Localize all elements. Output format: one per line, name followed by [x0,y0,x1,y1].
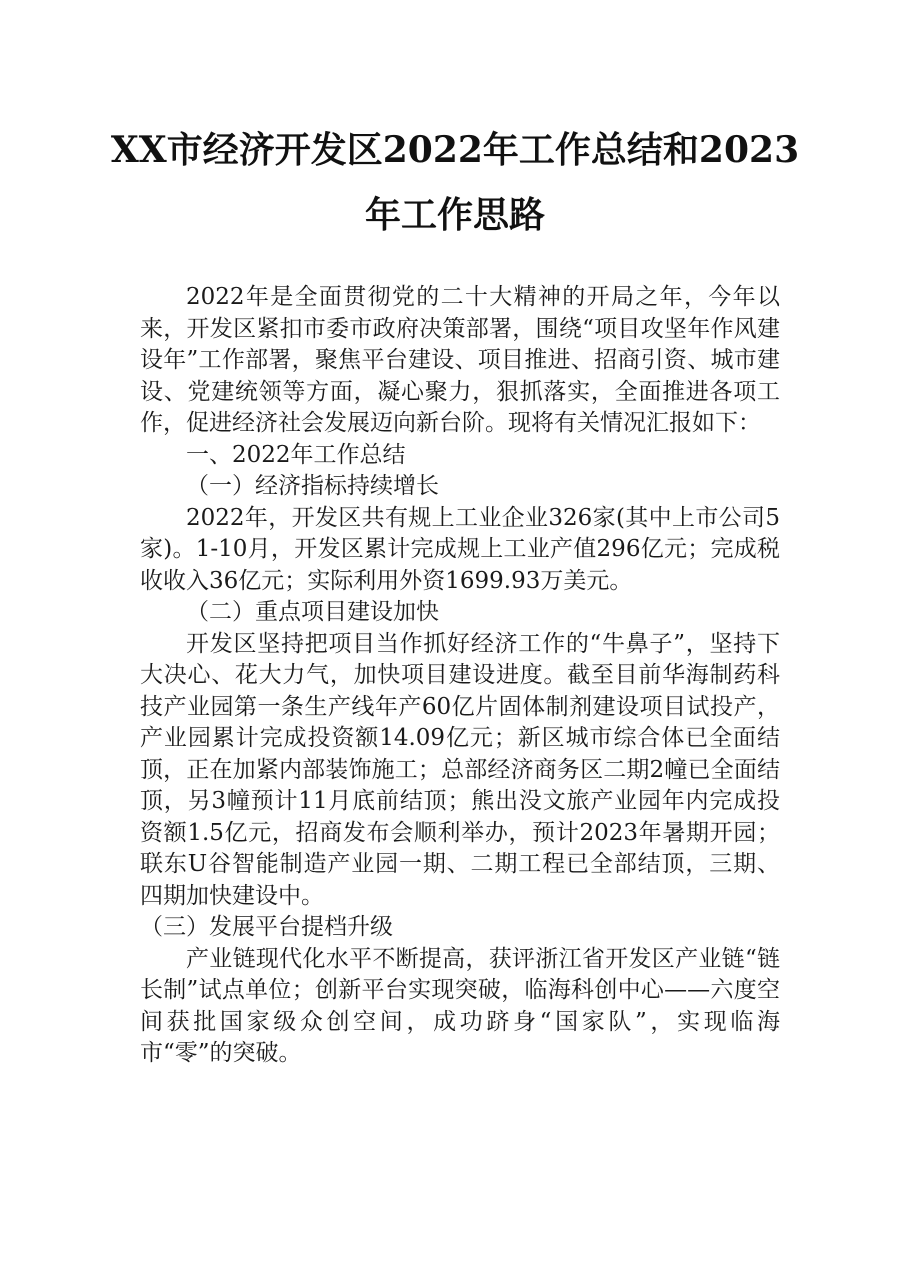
key-projects-paragraph: 开发区坚持把项目当作抓好经济工作的“牛鼻子”，坚持下大决心、花大力气，加快项目建设进度。截至目前华海制药科技产业园第一条生产线年产60亿片固体制剂建设项目试投产，产业园累计完成投资额14.09亿元；新区城市综合体已全面结顶，正在加紧内部装饰施工；总部经济商务区二期2幢已全面结顶，另3幢预计11月底前结顶；熊出没文旅产业园年内完成投资额1.5亿元，招商发布会顺利举办，预计2023年暑期开园；联东U谷智能制造产业园一期、二期工程已全部结顶，三期、四期加快建设中。 [140,630,780,909]
section-heading-work-summary: 一、2022年工作总结 [186,441,406,468]
platform-upgrade-paragraph: 产业链现代化水平不断提高，获评浙江省开发区产业链“链长制”试点单位；创新平台实现突破，临海科创中心——六度空间获批国家级众创空间，成功跻身“国家队”，实现临海市“零”的突破。 [140,945,780,1066]
subsection-heading-key-projects: （二）重点项目建设加快 [186,599,439,625]
intro-paragraph: 2022年是全面贯彻党的二十大精神的开局之年，今年以来，开发区紧扣市委市政府决策部署，围绕“项目攻坚年作风建设年”工作部署，聚焦平台建设、项目推进、招商引资、城市建设、党建统领等方面，凝心聚力，狠抓落实，全面推进各项工作，促进经济社会发展迈向新台阶。现将有关情况汇报如下： [140,284,780,436]
document-body [140,282,780,1070]
subsection-heading-economic-indicators: （一）经济指标持续增长 [186,473,439,499]
subsection-heading-platform-upgrade: （三）发展平台提档升级 [140,914,393,940]
economic-indicators-paragraph: 2022年，开发区共有规上工业企业326家(其中上市公司5家)。1-10月，开发区累计完成规上工业产值296亿元；完成税收收入36亿元；实际利用外资1699.93万美元。 [140,504,780,594]
document-title-line-2: 年工作思路 [364,194,545,236]
document-title-line-1: XX市经济开发区2022年工作总结和2023 [110,129,800,171]
